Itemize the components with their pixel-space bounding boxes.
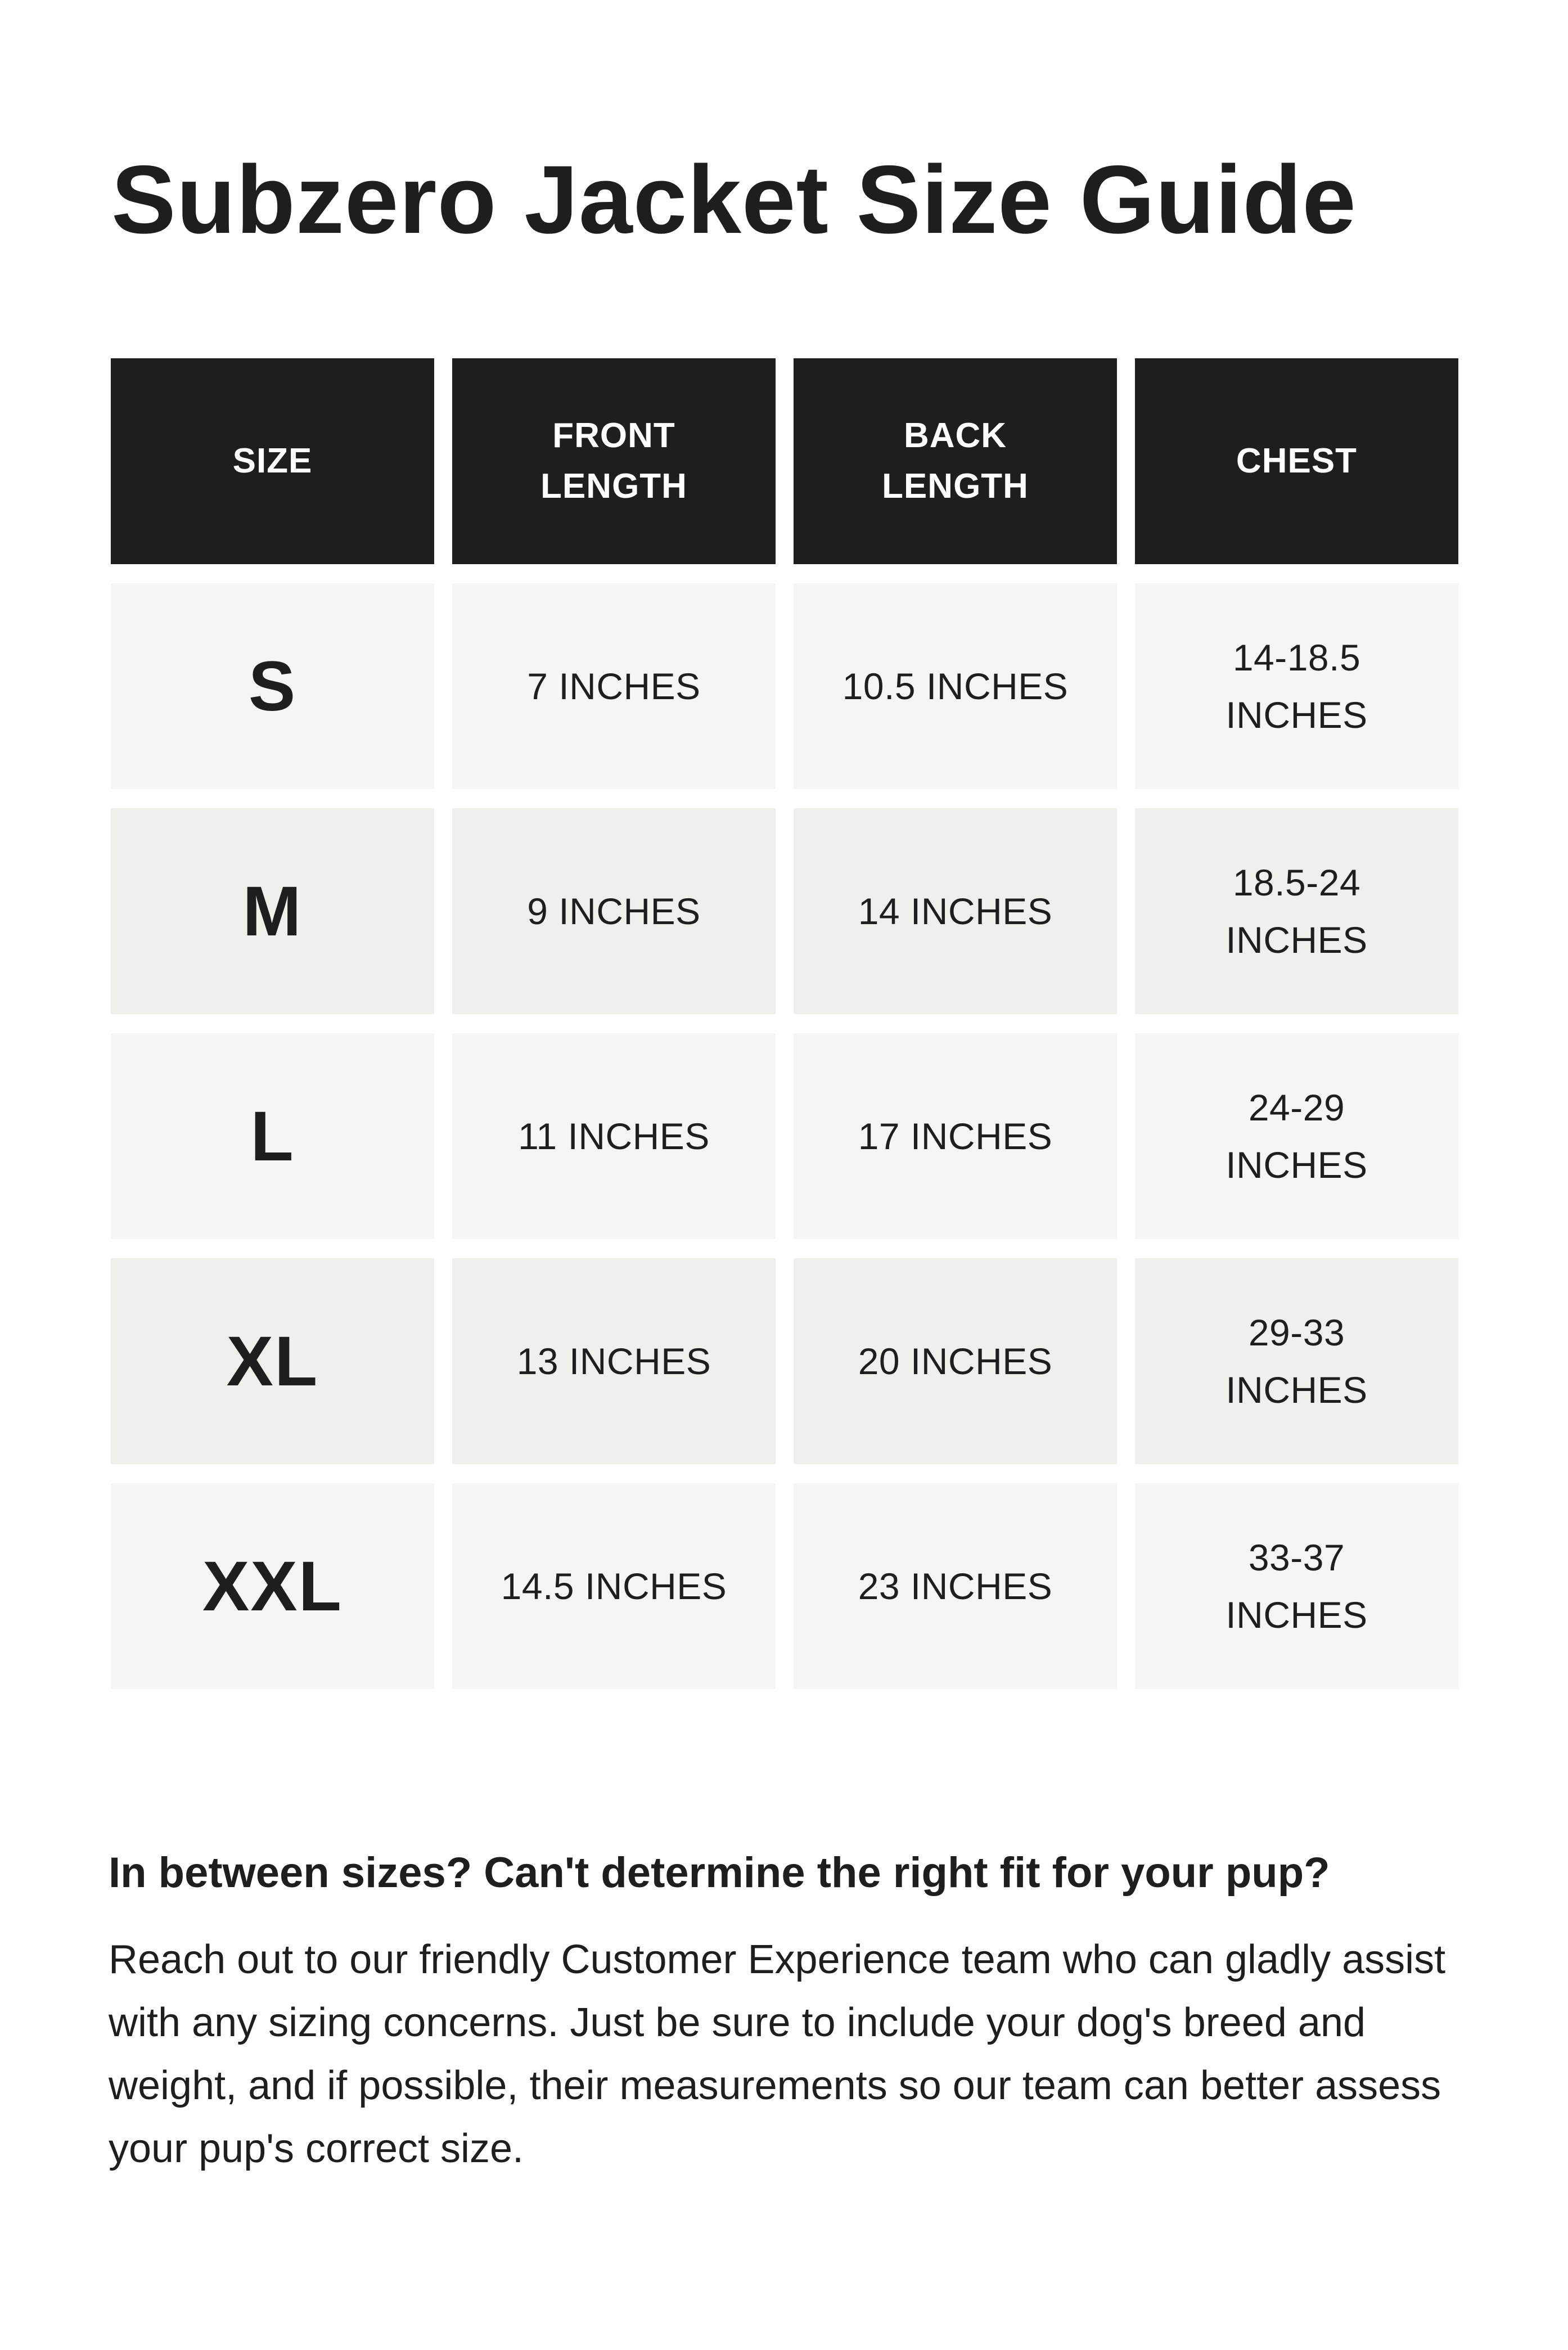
front-length-cell: 14.5 INCHES	[452, 1483, 776, 1689]
page-title: Subzero Jacket Size Guide	[111, 146, 1357, 254]
size-cell: M	[111, 808, 434, 1014]
size-cell: S	[111, 583, 434, 789]
back-length-cell: 14 INCHES	[794, 808, 1117, 1014]
chest-cell: 18.5-24 INCHES	[1135, 808, 1458, 1014]
note-heading: In between sizes? Can't determine the right fit for your pup?	[109, 1849, 1330, 1897]
size-table	[111, 358, 1459, 1689]
back-length-cell: 10.5 INCHES	[794, 583, 1117, 789]
back-length-cell: 17 INCHES	[794, 1033, 1117, 1239]
front-length-cell: 13 INCHES	[452, 1258, 776, 1464]
header-size: SIZE	[111, 358, 434, 564]
header-chest: CHEST	[1135, 358, 1458, 564]
front-length-cell: 9 INCHES	[452, 808, 776, 1014]
size-cell: XL	[111, 1258, 434, 1464]
chest-cell: 33-37 INCHES	[1135, 1483, 1458, 1689]
back-length-cell: 20 INCHES	[794, 1258, 1117, 1464]
back-length-cell: 23 INCHES	[794, 1483, 1117, 1689]
front-length-cell: 7 INCHES	[452, 583, 776, 789]
size-cell: XXL	[111, 1483, 434, 1689]
note-body: Reach out to our friendly Customer Experience team who can gladly assist with any sizing concerns. Just be sure to include your dog's breed and weight, and if possible, their measurements so our team can better assess your pup's correct size.	[109, 1937, 1446, 2171]
chest-cell: 29-33 INCHES	[1135, 1258, 1458, 1464]
front-length-cell: 11 INCHES	[452, 1033, 776, 1239]
header-back-length: BACK LENGTH	[794, 358, 1117, 564]
chest-cell: 24-29 INCHES	[1135, 1033, 1458, 1239]
chest-cell: 14-18.5 INCHES	[1135, 583, 1458, 789]
header-front-length: FRONT LENGTH	[452, 358, 776, 564]
size-cell: L	[111, 1033, 434, 1239]
